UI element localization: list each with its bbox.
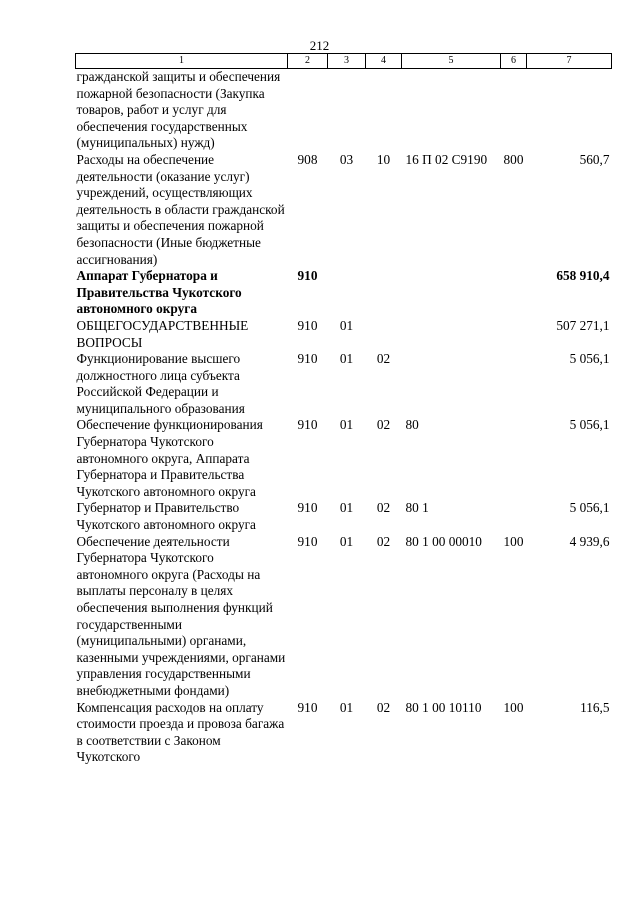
row-c5 (402, 318, 501, 351)
row-c3: 01 (339, 533, 354, 549)
row-c6: 100 (503, 533, 524, 549)
row-name: гражданской защиты и обеспечения пожарной безопасности (Закупка товаров, работ и услуг для обеспечения государственных (муниципальных) нужд) (76, 69, 281, 151)
row-c4: 10 (376, 151, 391, 167)
row-c7: 5 056,1 (569, 500, 610, 516)
row-c2: 910 (297, 351, 318, 367)
row-c7: 4 939,6 (569, 533, 610, 549)
row-c4: 02 (376, 533, 391, 549)
table-row (76, 318, 612, 351)
table-row (76, 534, 612, 700)
header-col-1: 1 (76, 54, 288, 69)
row-c5: 80 1 (405, 500, 429, 516)
row-c3: 03 (339, 151, 354, 167)
row-c7 (527, 69, 612, 152)
table-row (76, 152, 612, 268)
row-c3: 01 (339, 699, 354, 715)
table-body (76, 69, 612, 766)
row-c5: 80 1 00 00010 (405, 533, 482, 549)
row-c6 (501, 318, 527, 351)
row-c2: 910 (297, 317, 318, 333)
row-c7: 5 056,1 (569, 351, 610, 367)
table-row (76, 351, 612, 417)
row-c2: 910 (297, 533, 318, 549)
row-name: Расходы на обеспечение деятельности (оказание услуг) учреждений, осуществляющих деятельность в области гражданской защиты и обеспечения пожарной безопасности (Иные бюджетные ассигнования) (76, 151, 285, 267)
row-c4: 02 (376, 699, 391, 715)
row-c3: 01 (339, 351, 354, 367)
header-col-6: 6 (501, 54, 527, 69)
row-c2: 910 (297, 500, 318, 516)
row-name: Компенсация расходов на оплату стоимости проезда и провоза багажа в соответствии с Законом Чукотского (76, 699, 285, 765)
row-c2: 910 (297, 268, 318, 284)
row-c3: 01 (339, 317, 354, 333)
row-c3: 01 (339, 500, 354, 516)
row-c7: 507 271,1 (556, 317, 610, 333)
row-c4 (366, 268, 402, 318)
row-c2: 910 (297, 699, 318, 715)
row-c6 (501, 69, 527, 152)
row-c4: 02 (376, 500, 391, 516)
row-c6 (501, 351, 527, 417)
table-row (76, 700, 612, 766)
row-c5: 80 1 00 10110 (405, 699, 482, 715)
header-col-7: 7 (527, 54, 612, 69)
row-c6 (501, 417, 527, 500)
row-c7: 116,5 (580, 699, 610, 715)
header-col-2: 2 (288, 54, 328, 69)
row-c6: 100 (503, 699, 524, 715)
row-c2 (288, 69, 328, 152)
row-c5 (402, 268, 501, 318)
header-col-4: 4 (366, 54, 402, 69)
table-row (76, 268, 612, 318)
row-c3: 01 (339, 417, 354, 433)
row-c4: 02 (376, 351, 391, 367)
row-c2: 910 (297, 417, 318, 433)
row-name: Обеспечение деятельности Губернатора Чукотского автономного округа (Расходы на выплаты персоналу в целях обеспечения выполнения функций государственными (муниципальными) органами, казенными учреждениями, органами управления государственными внебюджетными фондами) (76, 533, 286, 698)
row-c5: 16 П 02 С9190 (405, 151, 488, 167)
row-name: Обеспечение функционирования Губернатора Чукотского автономного округа, Аппарата Губернатора и Правительства Чукотского автономного округа (76, 417, 263, 499)
table-row (76, 500, 612, 533)
header-col-5: 5 (402, 54, 501, 69)
budget-table (75, 53, 612, 766)
row-c6 (501, 268, 527, 318)
row-c4 (366, 69, 402, 152)
row-c5 (402, 351, 501, 417)
row-c5: 80 (405, 417, 419, 433)
row-c3 (328, 69, 366, 152)
row-c2: 908 (297, 151, 318, 167)
row-name: Функционирование высшего должностного лица субъекта Российской Федерации и муниципального образования (76, 351, 245, 416)
header-col-3: 3 (328, 54, 366, 69)
page-number: 212 (309, 38, 330, 53)
row-c4 (366, 318, 402, 351)
table-row (76, 69, 612, 152)
row-name: Аппарат Губернатора и Правительства Чукотского автономного округа (76, 268, 242, 317)
row-c5 (402, 69, 501, 152)
row-c7: 560,7 (579, 151, 610, 167)
row-c3 (328, 268, 366, 318)
row-c6: 800 (503, 151, 524, 167)
table-row (76, 417, 612, 500)
row-c7: 658 910,4 (556, 268, 610, 284)
table-header (76, 54, 612, 69)
row-name: ОБЩЕГОСУДАРСТВЕННЫЕ ВОПРОСЫ (76, 317, 249, 350)
row-c4: 02 (376, 417, 391, 433)
row-c7: 5 056,1 (569, 417, 610, 433)
row-c6 (501, 500, 527, 533)
row-name: Губернатор и Правительство Чукотского автономного округа (76, 500, 256, 533)
